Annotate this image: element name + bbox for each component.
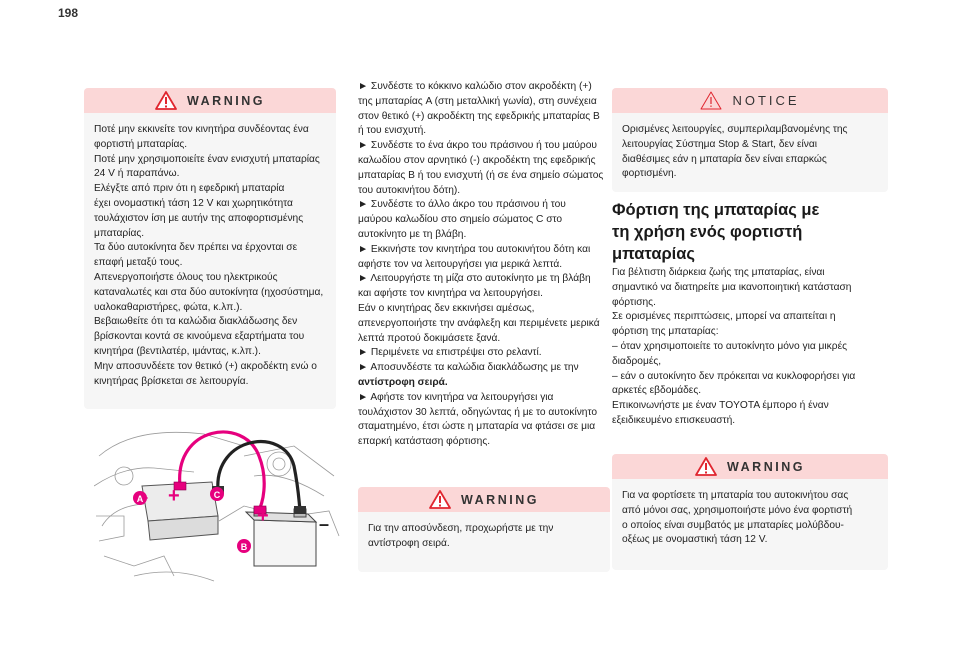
step-line: μαύρου καλωδίου στο σημείο σώματος C στο: [358, 214, 563, 226]
text-line: βρίσκονται κοντά σε κινούμενα εξαρτήματα του: [94, 331, 305, 343]
step-line: ► Αφήστε τον κινητήρα να λειτουργήσει για: [358, 391, 554, 403]
warning-triangle-icon: [155, 91, 177, 110]
text-line: σημαντικό να διατηρείτε μια ικανοποιητική κατάσταση: [612, 281, 852, 293]
text-line: Ορισμένες λειτουργίες, συμπεριλαμβανομένης της: [622, 124, 848, 135]
step-line: μπαταρίας B ή του ενισχυτή (ή σε ένα σημείο σώματος: [358, 169, 604, 181]
plus-sign: +: [168, 485, 180, 507]
text-line: από μόνοι σας, χρησιμοποιήστε μόνο ένα φορτιστή: [622, 504, 853, 516]
text-line: κινητήρας βρίσκεται σε λειτουργία.: [94, 375, 249, 387]
warning-header: [84, 88, 336, 113]
text-line: Σε ορισμένες περιπτώσεις, μπορεί να απαιτείται η: [612, 311, 836, 323]
text-line: καταναλωτές και στα δύο αυτοκίνητα (ηχοσύστημα,: [94, 286, 324, 298]
warning-box-middle: [358, 487, 610, 572]
text-line: ο οποίος είναι συμβατός με μπαταρίες μολύβδου-: [622, 519, 844, 531]
warning-header: [358, 487, 610, 512]
jump-start-steps: [358, 80, 620, 450]
notice-label: NOTICE: [732, 93, 800, 108]
page-number: 198: [58, 6, 79, 20]
text-line: τουλάχιστον ίση με αυτήν της αποφορτισμένης: [94, 212, 304, 224]
notice-text: [612, 113, 888, 192]
step-line: ► Συνδέστε το κόκκινο καλώδιο στον ακροδέκτη (+): [358, 81, 592, 92]
text-line: υαλοκαθαριστήρες, φώτα, κ.λπ.).: [94, 301, 243, 313]
text-line: λειτουργίας Σύστημα Stop & Start, δεν είναι: [622, 138, 818, 150]
callout-c-label: C: [213, 490, 221, 500]
text-line: – εάν ο αυτοκίνητο δεν πρόκειται να κυκλοφορήσει για: [612, 370, 856, 382]
step-line: ► Εκκινήστε τον κινητήρα του αυτοκινήτου δότη και: [358, 243, 591, 255]
text-line: φορτιστή μπαταρίας.: [94, 138, 188, 150]
step-line: καλωδίου στον αρνητικό (-) ακροδέκτη της εφεδρικής: [358, 154, 596, 166]
text-line: φορτισμένη.: [622, 168, 677, 180]
text-line: μπαταρίας.: [94, 227, 145, 239]
text-line: Για βέλτιστη διάρκεια ζωής της μπαταρίας, είναι: [612, 267, 825, 278]
step-line: και αφήστε τον κινητήρα να λειτουργήσει.: [358, 288, 543, 300]
step-line: αφήστε τον να λειτουργήσει για μερικά λεπτά.: [358, 258, 563, 270]
text-line: Τα δύο αυτοκίνητα δεν πρέπει να έρχονται σε: [94, 242, 298, 254]
step-line: ► Συνδέστε το άλλο άκρο του πράσινου ή του: [358, 199, 566, 211]
battery-a: [142, 482, 218, 540]
text-line: επαφή μεταξύ τους.: [94, 257, 183, 269]
minus-sign: –: [319, 514, 330, 534]
warning-label: WARNING: [727, 459, 805, 474]
step-line: ► Αποσυνδέστε τα καλώδια διακλάδωσης με την: [358, 362, 579, 374]
text-line: Απενεργοποιήστε όλους του ηλεκτρικούς: [94, 271, 278, 283]
callout-a-label: A: [136, 494, 144, 504]
step-line: επαρκή κατάσταση φόρτισης.: [358, 436, 491, 448]
text-line: έχει ονομαστική τάση 12 V και χωρητικότητα: [94, 197, 293, 209]
text-line: Για την αποσύνδεση, προχωρήστε με την: [368, 523, 554, 534]
step-line: λεπτά προτού δοκιμάσετε ξανά.: [358, 332, 501, 344]
step-line: του αυτοκινήτου δότη).: [358, 184, 461, 196]
warning-label: WARNING: [187, 93, 265, 108]
step-line: ► Περιμένετε να επιστρέψει στο ρελαντί.: [358, 347, 542, 359]
text-line: Επικοινωνήστε με έναν TOYOTA έμπορο ή έναν: [612, 400, 829, 412]
text-line: Ποτέ μην εκκινείτε τον κινητήρα συνδέοντας ένα: [94, 124, 309, 135]
heading-line: τη χρήση ενός φορτιστή: [612, 223, 803, 241]
step-line: Εάν ο κινητήρας δεν εκκινήσει αμέσως,: [358, 302, 535, 314]
text-line: – όταν χρησιμοποιείτε το αυτοκίνητο μόνο για μικρές: [612, 340, 848, 352]
text-line: Ελέγξτε από πριν ότι η εφεδρική μπαταρία: [94, 183, 285, 195]
step-line: ► Λειτουργήστε τη μίζα στο αυτοκίνητο με τη βλάβη: [358, 273, 591, 285]
step-line: της μπαταρίας A (στη μεταλλική γωνία), στη συνέχεια: [358, 95, 597, 107]
heading-line: μπαταρίας: [612, 245, 695, 263]
text-line: φόρτιση της μπαταρίας:: [612, 326, 719, 338]
text-line: Ποτέ μην χρησιμοποιείτε έναν ενισχυτή μπαταρίας: [94, 153, 320, 165]
text-line: Βεβαιωθείτε ότι τα καλώδια διακλάδωσης δεν: [94, 316, 298, 328]
warning-label: WARNING: [461, 492, 539, 507]
step-line: σταματημένο, έτσι ώστε η μπαταρία να φτάσει σε μια: [358, 421, 596, 433]
warning-box-left: [84, 88, 336, 409]
text-line: Για να φορτίσετε τη μπαταρία του αυτοκινήτου σας: [622, 490, 849, 501]
text-line: εξειδικευμένο επισκευαστή.: [612, 414, 736, 426]
callout-b-label: B: [240, 542, 248, 552]
text-line: διαθέσιμες εάν η μπαταρία δεν είναι επαρκώς: [622, 153, 827, 165]
section-heading: [612, 199, 892, 265]
text-line: 24 V ή παραπάνω.: [94, 168, 180, 180]
text-line: αντίστροφη σειρά.: [368, 537, 450, 549]
warning-text: [612, 479, 888, 558]
plus-sign: +: [257, 505, 269, 527]
notice-header: [612, 88, 888, 113]
text-line: αρκετές εβδομάδες.: [612, 385, 702, 397]
step-line: αντίστροφη σειρά.: [358, 376, 448, 388]
warning-text: [358, 512, 610, 562]
notice-triangle-icon: [700, 91, 722, 110]
step-line: στον θετικό (+) ακροδέκτη της εφεδρικής μπαταρίας B: [358, 110, 600, 122]
heading-line: Φόρτιση της μπαταρίας με: [612, 201, 820, 219]
charging-text: [612, 266, 892, 429]
text-line: κινητήρα (βεντιλατέρ, ιμάντας, κ.λπ.).: [94, 345, 261, 357]
notice-box: [612, 88, 888, 192]
text-line: φόρτισης.: [612, 296, 656, 308]
warning-text: [84, 113, 336, 399]
step-line: ► Συνδέστε το ένα άκρο του πράσινου ή του μαύρου: [358, 140, 597, 152]
step-line: αυτοκίνητο με τη βλάβη.: [358, 228, 467, 240]
warning-triangle-icon: [695, 457, 717, 476]
warning-header: [612, 454, 888, 479]
jump-start-diagram: [94, 416, 344, 590]
step-line: ή του ενισχυτή.: [358, 125, 427, 137]
warning-box-right: [612, 454, 888, 570]
text-line: διαδρομές,: [612, 355, 662, 367]
warning-triangle-icon: [429, 490, 451, 509]
text-line: οξέως με ονομαστική τάση 12 V.: [622, 534, 768, 546]
step-line: τουλάχιστον 30 λεπτά, οδηγώντας ή με το αυτοκίνητο: [358, 406, 598, 418]
text-line: Μην αποσυνδέετε τον θετικό (+) ακροδέκτη ενώ ο: [94, 360, 317, 372]
step-line: απενεργοποιήστε την ανάφλεξη και περιμένετε μερικά: [358, 317, 600, 329]
